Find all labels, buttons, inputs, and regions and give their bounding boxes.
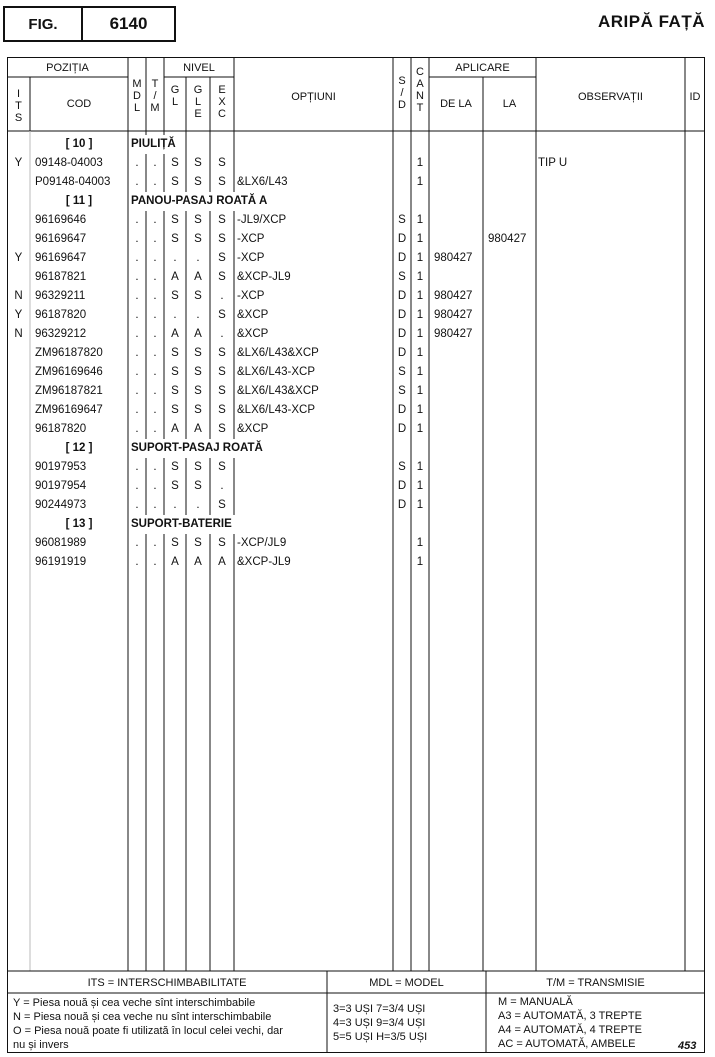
cell-sd — [393, 154, 411, 173]
cell-cod: 90197954 — [35, 480, 87, 492]
legend-its-line: nu și invers — [13, 1039, 69, 1051]
cell-dela — [434, 382, 483, 401]
fig-number: 6140 — [109, 14, 148, 33]
col-header-sd: S / D — [398, 75, 406, 111]
cell-exc: S — [218, 157, 226, 169]
cell-dela: 980427 — [434, 328, 473, 340]
cell-gl: . — [173, 309, 177, 321]
col-header-mdl: M D L — [132, 78, 142, 114]
cell-its: N — [14, 290, 23, 302]
cell-cant: 1 — [416, 271, 424, 283]
legend-mdl-title: MDL = MODEL — [369, 977, 444, 989]
cell-tm: . — [153, 499, 157, 511]
cell-gl: A — [171, 328, 179, 340]
cell-opt: &XCP-JL9 — [237, 556, 291, 568]
cell-obs — [538, 344, 685, 363]
cell-sd: D — [397, 347, 407, 359]
cell-cant: 1 — [416, 157, 424, 169]
cell-cant: 1 — [416, 309, 424, 321]
cell-exc: A — [218, 556, 226, 568]
cell-cant: 1 — [416, 214, 424, 226]
group-number: [ 10 ] — [65, 138, 93, 150]
cell-opt: &LX6/L43-XCP — [237, 404, 315, 416]
cell-sd: D — [397, 480, 407, 492]
cell-obs — [538, 553, 685, 572]
legend-its-line: O = Piesa nouă poate fi utilizată în locul celei vechi, dar — [13, 1025, 283, 1037]
cell-obs — [538, 401, 685, 420]
cell-opt: -XCP — [237, 252, 265, 264]
cell-exc: . — [220, 480, 224, 492]
cell-mdl: . — [135, 176, 139, 188]
cell-opt: &LX6/L43 — [237, 176, 288, 188]
cell-la — [488, 287, 536, 306]
cell-mdl: . — [135, 480, 139, 492]
cell-opt — [237, 458, 393, 477]
cell-la — [488, 249, 536, 268]
cell-cod: 09148-04003 — [35, 157, 103, 169]
cell-dela — [434, 211, 483, 230]
cell-cant: 1 — [416, 556, 424, 568]
cell-tm: . — [153, 366, 157, 378]
cell-la — [488, 458, 536, 477]
cell-its — [7, 173, 30, 192]
col-header-optiuni: OPȚIUNI — [291, 91, 336, 103]
cell-obs — [538, 382, 685, 401]
cell-exc: S — [218, 214, 226, 226]
cell-cod: 96191919 — [35, 556, 87, 568]
cell-its — [7, 420, 30, 439]
cell-cant: 1 — [416, 233, 424, 245]
cell-obs — [538, 306, 685, 325]
cell-gle: A — [194, 423, 202, 435]
cell-dela — [434, 553, 483, 572]
cell-mdl: . — [135, 214, 139, 226]
cell-cod: P09148-04003 — [35, 176, 111, 188]
cell-cod: 96169647 — [35, 252, 87, 264]
col-header-nivel: NIVEL — [183, 62, 215, 74]
cell-gle: A — [194, 328, 202, 340]
cell-la — [488, 420, 536, 439]
cell-gl: A — [171, 556, 179, 568]
col-header-id: ID — [689, 91, 701, 103]
legend-tm-line: AC = AUTOMATĂ, AMBELE — [498, 1038, 636, 1050]
cell-tm: . — [153, 271, 157, 283]
cell-sd — [393, 534, 411, 553]
cell-mdl: . — [135, 537, 139, 549]
col-header-cod: COD — [66, 98, 92, 110]
cell-cant: 1 — [416, 499, 424, 511]
cell-gle: . — [196, 499, 200, 511]
cell-sd: D — [397, 233, 407, 245]
cell-la: 980427 — [488, 233, 527, 245]
cell-gl: S — [171, 347, 179, 359]
cell-sd — [393, 553, 411, 572]
cell-exc: S — [218, 404, 226, 416]
cell-its — [7, 401, 30, 420]
cell-cant: 1 — [416, 404, 424, 416]
cell-exc: S — [218, 499, 226, 511]
cell-sd: D — [397, 499, 407, 511]
cell-gl: S — [171, 461, 179, 473]
cell-its: N — [14, 328, 23, 340]
cell-obs — [538, 534, 685, 553]
cell-cod: 96187820 — [35, 423, 87, 435]
cell-cod: 90244973 — [35, 499, 87, 511]
cell-mdl: . — [135, 309, 139, 321]
page-number: 453 — [678, 1040, 697, 1052]
col-header-pozitia: POZIȚIA — [46, 62, 89, 74]
cell-cod: ZM96187821 — [35, 385, 103, 397]
cell-la — [488, 306, 536, 325]
cell-gl: . — [173, 499, 177, 511]
cell-cod: 96187821 — [35, 271, 87, 283]
cell-dela — [434, 401, 483, 420]
cell-its — [7, 382, 30, 401]
cell-gle: S — [194, 404, 202, 416]
cell-gl: S — [171, 537, 179, 549]
cell-opt: -XCP/JL9 — [237, 537, 287, 549]
legend-its-line: N = Piesa nouă și cea veche nu sînt interschimbabile — [13, 1011, 272, 1023]
cell-gl: A — [171, 423, 179, 435]
col-header-aplicare: APLICARE — [455, 62, 510, 74]
cell-dela — [434, 477, 483, 496]
cell-exc: S — [218, 309, 226, 321]
cell-tm: . — [153, 556, 157, 568]
cell-exc: S — [218, 347, 226, 359]
cell-its — [7, 477, 30, 496]
cell-la — [488, 553, 536, 572]
cell-la — [488, 382, 536, 401]
cell-cod: 96169646 — [35, 214, 87, 226]
cell-obs — [538, 230, 685, 249]
cell-opt — [237, 496, 393, 515]
cell-mdl: . — [135, 385, 139, 397]
cell-gl: S — [171, 366, 179, 378]
cell-tm: . — [153, 461, 157, 473]
cell-mdl: . — [135, 328, 139, 340]
col-header-la: LA — [502, 98, 517, 110]
cell-cant: 1 — [416, 328, 424, 340]
cell-dela — [434, 230, 483, 249]
cell-cod: ZM96169647 — [35, 404, 103, 416]
cell-opt: -JL9/XCP — [237, 214, 287, 226]
cell-dela: 980427 — [434, 309, 473, 321]
cell-tm: . — [153, 328, 157, 340]
cell-tm: . — [153, 423, 157, 435]
cell-gle: A — [194, 556, 202, 568]
cell-gle: S — [194, 480, 202, 492]
cell-la — [488, 534, 536, 553]
col-header-observatii: OBSERVAȚII — [577, 91, 643, 103]
cell-mdl: . — [135, 404, 139, 416]
legend-tm-line: M = MANUALĂ — [498, 996, 573, 1008]
cell-gl: A — [171, 271, 179, 283]
cell-cant: 1 — [416, 461, 424, 473]
cell-its — [7, 534, 30, 553]
cell-la — [488, 325, 536, 344]
cell-cod: ZM96187820 — [35, 347, 103, 359]
legend-its-line: Y = Piesa nouă și cea veche sînt interschimbabile — [13, 997, 256, 1009]
cell-obs: TIP U — [538, 157, 568, 169]
cell-cant: 1 — [416, 366, 424, 378]
cell-its: Y — [14, 157, 23, 169]
cell-gle: A — [194, 271, 202, 283]
cell-tm: . — [153, 309, 157, 321]
legend-tm-line: A3 = AUTOMATĂ, 3 TREPTE — [498, 1010, 642, 1022]
cell-gle: S — [194, 366, 202, 378]
cell-mdl: . — [135, 233, 139, 245]
cell-sd: S — [398, 366, 406, 378]
cell-sd: D — [397, 290, 407, 302]
cell-its — [7, 268, 30, 287]
cell-sd: D — [397, 328, 407, 340]
cell-dela — [434, 534, 483, 553]
cell-its — [7, 344, 30, 363]
legend-tm-title: T/M = TRANSMISIE — [546, 977, 645, 989]
cell-exc: S — [218, 423, 226, 435]
cell-mdl: . — [135, 461, 139, 473]
cell-its: Y — [14, 309, 23, 321]
cell-opt — [237, 477, 393, 496]
cell-gle: S — [194, 385, 202, 397]
cell-la — [488, 496, 536, 515]
cell-gl: S — [171, 233, 179, 245]
cell-tm: . — [153, 537, 157, 549]
cell-gle: . — [196, 252, 200, 264]
cell-gle: S — [194, 233, 202, 245]
cell-cant: 1 — [416, 290, 424, 302]
cell-sd: S — [398, 271, 406, 283]
cell-opt: &XCP — [237, 423, 269, 435]
cell-tm: . — [153, 404, 157, 416]
cell-gle: S — [194, 214, 202, 226]
cell-gle: S — [194, 176, 202, 188]
cell-exc: S — [218, 537, 226, 549]
cell-sd: S — [398, 385, 406, 397]
cell-gle: S — [194, 290, 202, 302]
col-header-its: I T S — [14, 88, 23, 124]
col-header-cant: C A N T — [416, 66, 424, 114]
cell-sd: D — [397, 252, 407, 264]
cell-la — [488, 401, 536, 420]
cell-sd: S — [398, 461, 406, 473]
cell-opt: -XCP — [237, 290, 265, 302]
cell-sd: D — [397, 423, 407, 435]
group-title: SUPORT-BATERIE — [131, 515, 235, 534]
cell-obs — [538, 420, 685, 439]
cell-dela: 980427 — [434, 290, 473, 302]
cell-gl: S — [171, 290, 179, 302]
cell-cant: 1 — [416, 385, 424, 397]
cell-mdl: . — [135, 366, 139, 378]
cell-gle: . — [196, 309, 200, 321]
cell-tm: . — [153, 157, 157, 169]
cell-its — [7, 553, 30, 572]
cell-exc: . — [220, 328, 224, 340]
cell-la — [488, 211, 536, 230]
cell-tm: . — [153, 176, 157, 188]
cell-dela — [434, 344, 483, 363]
cell-mdl: . — [135, 347, 139, 359]
cell-its — [7, 458, 30, 477]
col-header-gl: G L — [170, 84, 180, 108]
cell-its — [7, 496, 30, 515]
cell-its — [7, 363, 30, 382]
col-header-gle: G L E — [193, 84, 203, 120]
cell-sd: S — [398, 214, 406, 226]
col-header-tm: T / M — [150, 78, 160, 114]
cell-its — [7, 211, 30, 230]
cell-gle: S — [194, 461, 202, 473]
cell-exc: S — [218, 233, 226, 245]
cell-cant: 1 — [416, 176, 424, 188]
cell-obs — [538, 173, 685, 192]
cell-dela — [434, 363, 483, 382]
cell-tm: . — [153, 385, 157, 397]
cell-dela — [434, 496, 483, 515]
cell-tm: . — [153, 480, 157, 492]
cell-exc: S — [218, 252, 226, 264]
cell-exc: . — [220, 290, 224, 302]
group-title: PIULIȚĂ — [131, 135, 179, 154]
group-number: [ 12 ] — [65, 442, 93, 454]
cell-obs — [538, 496, 685, 515]
cell-opt — [237, 154, 393, 173]
cell-la — [488, 268, 536, 287]
group-title: SUPORT-PASAJ ROATĂ — [131, 439, 266, 458]
cell-cod: 96187820 — [35, 309, 87, 321]
cell-obs — [538, 458, 685, 477]
cell-cod: ZM96169646 — [35, 366, 103, 378]
group-number: [ 11 ] — [65, 195, 93, 207]
cell-sd — [393, 173, 411, 192]
col-header-de-la: DE LA — [440, 98, 472, 110]
legend-tm-line: A4 = AUTOMATĂ, 4 TREPTE — [498, 1024, 642, 1036]
cell-mdl: . — [135, 290, 139, 302]
page-title: ARIPĂ FAȚĂ — [598, 12, 705, 31]
cell-cod: 96169647 — [35, 233, 87, 245]
cell-gle: S — [194, 537, 202, 549]
cell-cod: 96329211 — [35, 290, 86, 302]
cell-la — [488, 154, 536, 173]
cell-mdl: . — [135, 271, 139, 283]
cell-cod: 96329212 — [35, 328, 87, 340]
cell-opt: &XCP — [237, 328, 269, 340]
cell-obs — [538, 477, 685, 496]
legend-mdl-line: 3=3 UȘI 7=3/4 UȘI — [333, 1003, 426, 1015]
cell-gl: S — [171, 385, 179, 397]
cell-tm: . — [153, 214, 157, 226]
cell-tm: . — [153, 252, 157, 264]
cell-obs — [538, 211, 685, 230]
cell-exc: S — [218, 385, 226, 397]
cell-gl: . — [173, 252, 177, 264]
cell-opt: &LX6/L43-XCP — [237, 366, 315, 378]
cell-opt: -XCP — [237, 233, 265, 245]
cell-cant: 1 — [416, 480, 424, 492]
cell-obs — [538, 325, 685, 344]
group-number: [ 13 ] — [65, 518, 93, 530]
cell-mdl: . — [135, 252, 139, 264]
fig-label: FIG. — [28, 15, 58, 33]
cell-la — [488, 173, 536, 192]
cell-tm: . — [153, 233, 157, 245]
cell-la — [488, 477, 536, 496]
cell-mdl: . — [135, 157, 139, 169]
cell-tm: . — [153, 290, 157, 302]
cell-cant: 1 — [416, 423, 424, 435]
legend-mdl-line: 5=5 UȘI H=3/5 UȘI — [333, 1031, 428, 1043]
cell-cant: 1 — [416, 347, 424, 359]
cell-cod: 90197953 — [35, 461, 87, 473]
cell-cant: 1 — [416, 252, 424, 264]
cell-gl: S — [171, 404, 179, 416]
cell-gl: S — [171, 176, 179, 188]
legend-mdl-line: 4=3 UȘI 9=3/4 UȘI — [333, 1017, 426, 1029]
col-header-exc: E X C — [218, 84, 226, 120]
cell-its: Y — [14, 252, 23, 264]
cell-dela: 980427 — [434, 252, 473, 264]
cell-gle: S — [194, 157, 202, 169]
legend-its-title: ITS = INTERSCHIMBABILITATE — [87, 977, 247, 989]
group-title: PANOU-PASAJ ROATĂ A — [131, 192, 270, 211]
cell-its — [7, 230, 30, 249]
cell-exc: S — [218, 176, 226, 188]
cell-mdl: . — [135, 423, 139, 435]
cell-opt: &XCP-JL9 — [237, 271, 291, 283]
cell-obs — [538, 363, 685, 382]
cell-opt: &LX6/L43&XCP — [237, 385, 319, 397]
cell-opt: &XCP — [237, 309, 269, 321]
cell-obs — [538, 249, 685, 268]
cell-la — [488, 344, 536, 363]
cell-cant: 1 — [416, 537, 424, 549]
cell-tm: . — [153, 347, 157, 359]
cell-gl: S — [171, 157, 179, 169]
cell-dela — [434, 420, 483, 439]
cell-dela — [434, 154, 483, 173]
cell-mdl: . — [135, 499, 139, 511]
cell-exc: S — [218, 366, 226, 378]
cell-sd: D — [397, 309, 407, 321]
cell-gl: S — [171, 480, 179, 492]
cell-exc: S — [218, 461, 226, 473]
cell-mdl: . — [135, 556, 139, 568]
cell-cod: 96081989 — [35, 537, 87, 549]
cell-exc: S — [218, 271, 226, 283]
cell-dela — [434, 458, 483, 477]
cell-gl: S — [171, 214, 179, 226]
cell-dela — [434, 268, 483, 287]
cell-obs — [538, 268, 685, 287]
cell-gle: S — [194, 347, 202, 359]
cell-obs — [538, 287, 685, 306]
cell-dela — [434, 173, 483, 192]
cell-opt: &LX6/L43&XCP — [237, 347, 319, 359]
cell-sd: D — [397, 404, 407, 416]
cell-la — [488, 363, 536, 382]
